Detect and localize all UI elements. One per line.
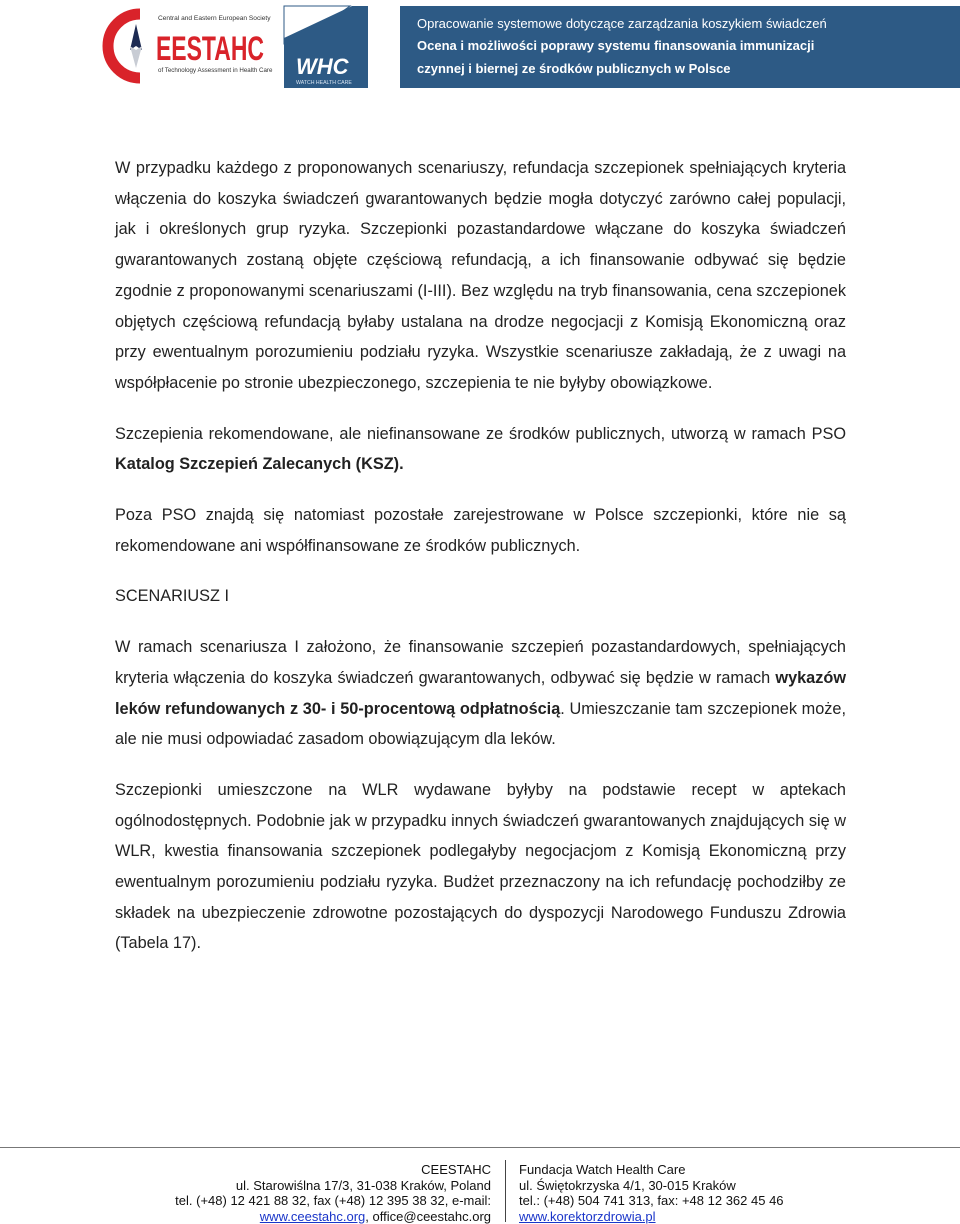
ceestahc-society-line2: of Technology Assessment in Health Care: [158, 67, 273, 74]
header-title-line1: Opracowanie systemowe dotyczące zarządzania koszykiem świadczeń: [417, 16, 827, 31]
paragraph-outside-pso: Poza PSO znajdą się natomiast pozostałe zarejestrowane w Polsce szczepionki, które nie są rekomendowane ani współfinansowane ze środków publicznych.: [115, 506, 846, 555]
document-body: [115, 153, 846, 959]
header-title-line3: czynnej i biernej ze środków publicznych w Polsce: [417, 61, 731, 76]
paragraph-wlr: Szczepionki umieszczone na WLR wydawane byłyby na podstawie recept w aptekach ogólnodostępnych. Podobnie jak w przypadku innych świadczeń gwarantowanych znajdujących się w WLR, kwestia finansowania szczepionek podlegałyby negocjacjom z Komisją Ekonomiczną przy ewentualnym porozumieniu podziału ryzyka. Budżet przeznaczony na ich refundację pochodziłby ze składek na ubezpieczenie zdrowotne pozostających do dyspozycji Narodowego Funduszu Zdrowia (Tabela 17).: [115, 780, 846, 953]
paragraph-ksz: [115, 419, 846, 480]
footer-ceestahc-phone: tel. (+48) 12 421 88 32, fax (+48) 12 395 38 32, e-mail:: [175, 1193, 491, 1208]
paragraph-scenario-one-text: W ramach scenariusza I założono, że finansowanie szczepień pozastandardowych, spełniających kryteria włączenia do koszyka świadczeń gwarantowanych, odbywać się będzie w ramach: [115, 638, 846, 687]
footer-whc: [519, 1162, 784, 1224]
paragraph-refundation: W przypadku każdego z proponowanych scenariuszy, refundacja szczepionek spełniających kryteria włączenia do koszyka świadczeń gwarantowanych będzie mogła dotyczyć zarówno całej populacji, jak i określonych grup ryzyka. Szczepionki pozastandardowe włączane do koszyka świadczeń gwarantowanych zostaną objęte częściową refundacją, a ich finansowanie odbywać się będzie zgodnie z proponowanymi scenariuszami (I-III). Bez względu na tryb finansowania, cena szczepionek objętych częściową refundacją byłaby ustalana na drodze negocjacji z Komisją Ekonomiczną oraz przy ewentualnym porozumieniu podziału ryzyka. Wszystkie scenariusze zakładają, że z uwagi na współpłacenie po stronie ubezpieczonego, szczepienia te nie byłyby obowiązkowe.: [115, 159, 846, 392]
scenario-heading: SCENARIUSZ I: [115, 587, 229, 606]
ceestahc-society-line1: Central and Eastern European Society: [158, 15, 271, 22]
footer-ceestahc-name: CEESTAHC: [421, 1162, 491, 1177]
footer-whc-address: ul. Świętokrzyska 4/1, 30-015 Kraków: [519, 1177, 736, 1193]
ceestahc-logo: [96, 6, 271, 86]
ksz-catalog-name: Katalog Szczepień Zalecanych (KSZ).: [115, 455, 404, 474]
footer-ceestahc-website-link[interactable]: www.ceestahc.org: [259, 1208, 366, 1224]
whc-tagline: WATCH HEALTH CARE: [296, 80, 352, 86]
footer-ceestahc: [175, 1162, 491, 1224]
footer-whc-name: Fundacja Watch Health Care: [519, 1162, 686, 1177]
footer-rule: [0, 1147, 960, 1148]
wlr-emphasis: wykazów leków refundowanych z 30- i 50-procentową odpłatnością: [115, 668, 846, 718]
footer-whc-phone: tel.: (+48) 504 741 313, fax: +48 12 362 45 46: [519, 1193, 784, 1208]
ceestahc-wordmark: EESTAHC: [156, 30, 264, 68]
paragraph-ksz-text: Szczepienia rekomendowane, ale niefinansowane ze środków publicznych, utworzą w ramach PSO: [115, 424, 846, 443]
whc-logo: [282, 4, 370, 88]
paragraph-scenario-one: [115, 632, 846, 755]
header-title-line2: Ocena i możliwości poprawy systemu finansowania immunizacji: [417, 38, 815, 53]
footer-ceestahc-address: ul. Starowiślna 17/3, 31-038 Kraków, Poland: [235, 1177, 491, 1193]
footer-divider: [505, 1160, 506, 1222]
header-title-band: [400, 6, 960, 88]
whc-wordmark: WHC: [296, 54, 349, 79]
footer-ceestahc-contact: [175, 1209, 491, 1224]
page-header: [0, 0, 960, 90]
paragraph-scenario-one-end: . Umieszczanie tam szczepionek może, ale nie musi odpowiadać zasadom obowiązującym dla leków.: [115, 699, 846, 749]
footer-whc-website-link[interactable]: www.korektorzdrowia.pl: [519, 1208, 656, 1224]
footer-ceestahc-email: office@ceestahc.org: [372, 1208, 491, 1224]
footer-separator: ,: [365, 1208, 373, 1224]
